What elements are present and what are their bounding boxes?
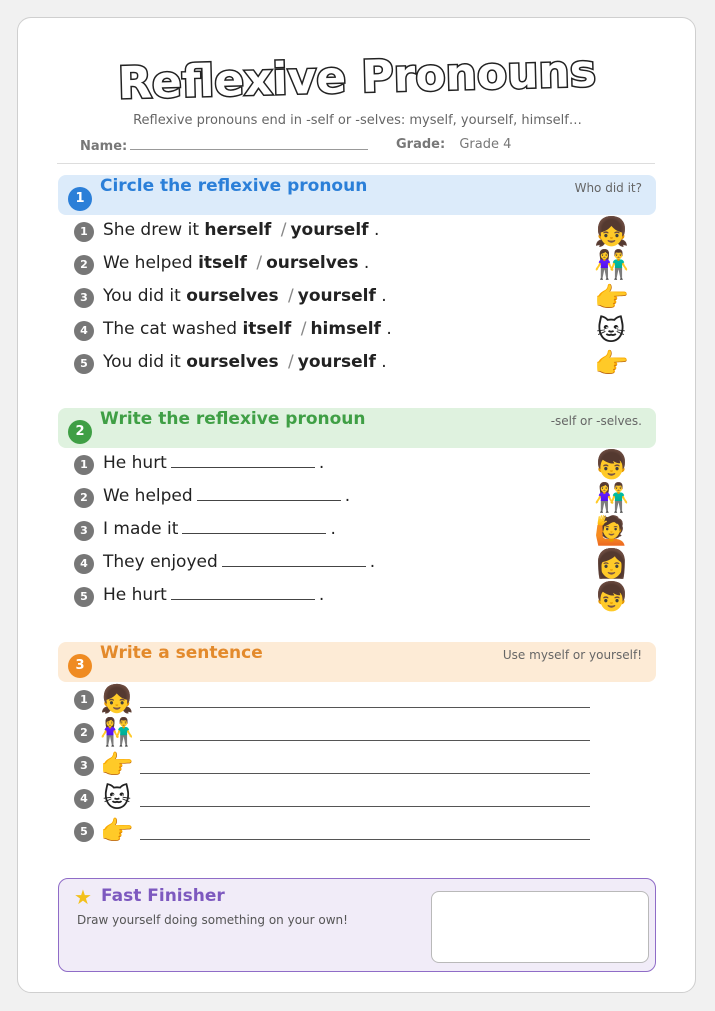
option-b[interactable]: yourself	[297, 352, 376, 372]
drawing-box[interactable]	[431, 891, 649, 963]
person-emoji: 👩	[594, 547, 629, 580]
item-number: 2	[74, 488, 94, 508]
grade-label: Grade:	[396, 137, 446, 152]
prompt-emoji: 👉	[100, 816, 134, 847]
item-number: 1	[74, 690, 94, 710]
section-1-header	[58, 175, 656, 215]
writing-line[interactable]	[140, 806, 590, 807]
sentence-start: We helped	[103, 486, 193, 506]
sentence	[103, 486, 350, 506]
person-emoji: 👦	[594, 448, 629, 481]
section-hint: -self or -selves.	[550, 414, 642, 428]
name-line[interactable]	[130, 137, 368, 150]
writing-line[interactable]	[140, 740, 590, 741]
section-title: Write the reflexive pronoun	[100, 409, 366, 429]
person-emoji: 👧	[594, 215, 629, 248]
item-number: 4	[74, 554, 94, 574]
sentence-start: You did it	[103, 352, 181, 372]
divider	[57, 163, 655, 164]
option-a[interactable]: ourselves	[186, 286, 279, 306]
item-number: 5	[74, 354, 94, 374]
person-emoji: 🙋	[594, 514, 629, 547]
slash-separator: /	[280, 220, 287, 240]
sentence-end: .	[330, 519, 336, 539]
sentence	[103, 453, 324, 473]
person-emoji: 👫	[594, 481, 629, 514]
item-number: 5	[74, 587, 94, 607]
section-title: Circle the reflexive pronoun	[100, 176, 368, 196]
sentence	[103, 253, 369, 273]
slash-separator: /	[256, 253, 263, 273]
worksheet-title	[0, 30, 715, 120]
sentence-start: They enjoyed	[103, 552, 218, 572]
sentence-start: The cat washed	[103, 319, 238, 339]
section-3-header	[58, 642, 656, 682]
person-emoji: 🐱	[596, 314, 626, 347]
section-number: 1	[68, 187, 92, 211]
sentence	[103, 220, 379, 240]
item-number: 3	[74, 756, 94, 776]
option-a[interactable]: ourselves	[186, 352, 279, 372]
sentence-start: You did it	[103, 286, 181, 306]
item-number: 2	[74, 723, 94, 743]
option-b[interactable]: yourself	[290, 220, 369, 240]
option-b[interactable]: ourselves	[266, 253, 359, 273]
name-label: Name:	[80, 139, 128, 154]
prompt-emoji: 👉	[100, 750, 134, 781]
answer-blank[interactable]	[197, 486, 341, 501]
sentence-end: .	[381, 352, 387, 372]
person-emoji: 👉	[594, 281, 629, 314]
item-number: 2	[74, 255, 94, 275]
writing-line[interactable]	[140, 839, 590, 840]
section-hint: Use myself or yourself!	[502, 648, 642, 662]
person-emoji: 👦	[594, 580, 629, 613]
sentence-end: .	[363, 253, 370, 273]
prompt-emoji: 🐱	[102, 783, 132, 814]
slash-separator: /	[288, 352, 294, 372]
star-icon: ★	[74, 885, 92, 909]
slash-separator: /	[300, 319, 307, 339]
item-number: 4	[74, 321, 94, 341]
svg-text:Reflexive Pronouns: Reflexive Pronouns	[117, 45, 597, 110]
grade-value: Grade 4	[459, 137, 512, 152]
answer-blank[interactable]	[171, 453, 315, 468]
slash-separator: /	[288, 286, 294, 306]
section-2-header	[58, 408, 656, 448]
sentence-end: .	[369, 552, 376, 572]
item-number: 3	[74, 288, 94, 308]
writing-line[interactable]	[140, 707, 590, 708]
sentence	[103, 352, 387, 372]
sentence-end: .	[386, 319, 392, 339]
item-number: 1	[74, 455, 94, 475]
sentence-start: We helped	[103, 253, 193, 273]
sentence	[103, 286, 387, 306]
prompt-emoji: 👫	[100, 717, 134, 748]
fast-finisher-title: Fast Finisher	[101, 886, 225, 906]
sentence	[103, 552, 375, 572]
sentence-start: He hurt	[103, 585, 167, 605]
option-b[interactable]: yourself	[297, 286, 376, 306]
option-a[interactable]: herself	[204, 220, 272, 240]
person-emoji: 👫	[594, 248, 629, 281]
sentence-start: She drew it	[103, 220, 199, 240]
grade-field	[396, 137, 511, 152]
name-field[interactable]	[80, 137, 368, 154]
section-number: 2	[68, 420, 92, 444]
subtitle: Reflexive pronouns end in -self or -selves: myself, yourself, himself…	[133, 113, 582, 128]
sentence-end: .	[318, 585, 325, 605]
answer-blank[interactable]	[222, 552, 366, 567]
item-number: 3	[74, 521, 94, 541]
section-title: Write a sentence	[100, 643, 263, 663]
answer-blank[interactable]	[171, 585, 315, 600]
person-emoji: 👉	[594, 347, 629, 380]
option-a[interactable]: itself	[242, 319, 292, 339]
fast-finisher-text: Draw yourself doing something on your own!	[77, 913, 348, 927]
sentence	[103, 519, 336, 539]
prompt-emoji: 👧	[100, 684, 134, 715]
option-a[interactable]: itself	[198, 253, 247, 273]
sentence-end: .	[373, 220, 380, 240]
writing-line[interactable]	[140, 773, 590, 774]
sentence-end: .	[344, 486, 351, 506]
option-b[interactable]: himself	[310, 319, 381, 339]
item-number: 4	[74, 789, 94, 809]
item-number: 1	[74, 222, 94, 242]
answer-blank[interactable]	[182, 519, 326, 534]
sentence-start: I made it	[103, 519, 179, 539]
sentence-end: .	[318, 453, 325, 473]
sentence	[103, 585, 324, 605]
sentence-start: He hurt	[103, 453, 167, 473]
section-hint: Who did it?	[574, 181, 642, 195]
sentence-end: .	[381, 286, 387, 306]
sentence	[103, 319, 392, 339]
section-number: 3	[68, 654, 92, 678]
fast-finisher-box	[58, 878, 656, 972]
item-number: 5	[74, 822, 94, 842]
